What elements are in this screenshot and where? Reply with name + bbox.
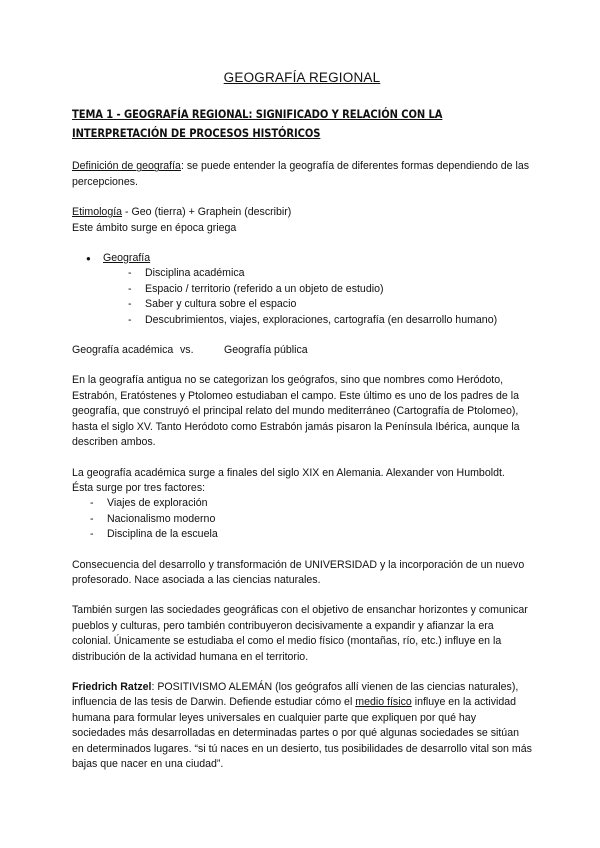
geografia-label: Geografía xyxy=(103,252,151,265)
list-item: - Disciplina académica xyxy=(128,266,532,281)
etymology-paragraph xyxy=(72,205,532,220)
definition-text: : se puede entender la geografía de diferentes formas dependiendo de las percepciones. xyxy=(72,160,530,188)
ratzel-text-a: : POSITIVISMO ALEMÁN (los geógrafos allí vienen de las ciencias naturales), influencia de las tesis de Darwin. Defiende estudiar cómo el xyxy=(72,680,519,709)
ratzel-underlined: medio físico xyxy=(355,696,412,709)
list-item: - Espacio / territorio (referido a un objeto de estudio) xyxy=(128,282,532,297)
paragraph-geographic-societies: También surgen las sociedades geográficas con el objetivo de ensanchar horizontes y comunicar pueblos y culturas, pero también contribuyeron decisivamente a expandir y afianzar la era colonial. Únicamente se estudiaba el como el medio físico (montañas, río, etc.) influye en la distribución de la actividad humana en el territorio. xyxy=(72,604,528,663)
comparison-vs: vs. xyxy=(180,344,194,357)
paragraph-university: Consecuencia del desarrollo y transformación de UNIVERSIDAD y la incorporación de un nuevo profesorado. Nace asociada a las ciencias naturales. xyxy=(72,558,525,586)
document-title: GEOGRAFÍA REGIONAL xyxy=(223,70,381,85)
list-item: - Saber y cultura sobre el espacio xyxy=(128,297,532,312)
list-item: - Nacionalismo moderno xyxy=(90,512,532,527)
document-page xyxy=(72,70,532,772)
bullet-item-geografia xyxy=(86,251,532,266)
geografia-sub-list xyxy=(72,266,532,328)
paragraph-ratzel xyxy=(72,680,532,772)
paragraph-academic-origin: La geografía académica surge a finales del siglo XIX en Alemania. Alexander von Humboldt. xyxy=(72,466,505,479)
list-item: - Viajes de exploración xyxy=(90,496,532,511)
comparison-line xyxy=(72,343,532,358)
comparison-right: Geografía pública xyxy=(224,344,308,357)
etymology-label: Etimología xyxy=(72,206,123,219)
etymology-line2: Este ámbito surge en época griega xyxy=(72,221,237,234)
definition-paragraph xyxy=(72,159,532,190)
definition-label: Definición de geografía xyxy=(72,160,181,173)
ratzel-name: Friedrich Ratzel xyxy=(72,680,152,693)
factors-list xyxy=(72,496,532,542)
paragraph-ancient-geography: En la geografía antigua no se categorizan los geógrafos, sino que nombres como Heródoto, Estrabón, Eratóstenes y Ptolomeo estudiaban el campo. Este último es uno de los padres de la geografía, que construyó el principal relato del mundo mediterráneo (Cartografía de Ptolomeo), hasta el siglo XV. Tanto Heródoto como Estrabón jamás pisaron la Península Ibérica, aunque la describen ambos. xyxy=(72,374,520,449)
ratzel-text-b: influye en la actividad humana para formular leyes universales en cualquier parte que expliquen por qué hay sociedades más desarrolladas en determinadas partes o por qué algunas sociedades se sitúan en determinados lugares. “si tú naces en un desierto, tus posibilidades de desarrollo vital son más bajas que nacer en una ciudad”. xyxy=(72,696,532,770)
comparison-left: Geografía académica xyxy=(72,344,174,357)
geografia-bullet-list xyxy=(72,251,532,266)
list-item: - Descubrimientos, viajes, exploraciones, cartografía (en desarrollo humano) xyxy=(128,313,532,328)
list-item: - Disciplina de la escuela xyxy=(90,527,532,542)
paragraph-factors-intro: Ésta surge por tres factores: xyxy=(72,481,206,494)
section-heading: TEMA 1 - GEOGRAFÍA REGIONAL: SIGNIFICADO Y RELACIÓN CON LA INTERPRETACIÓN DE PROCESOS HISTÓRICOS xyxy=(72,107,443,141)
etymology-text: - Geo (tierra) + Graphein (describir) xyxy=(122,206,292,219)
